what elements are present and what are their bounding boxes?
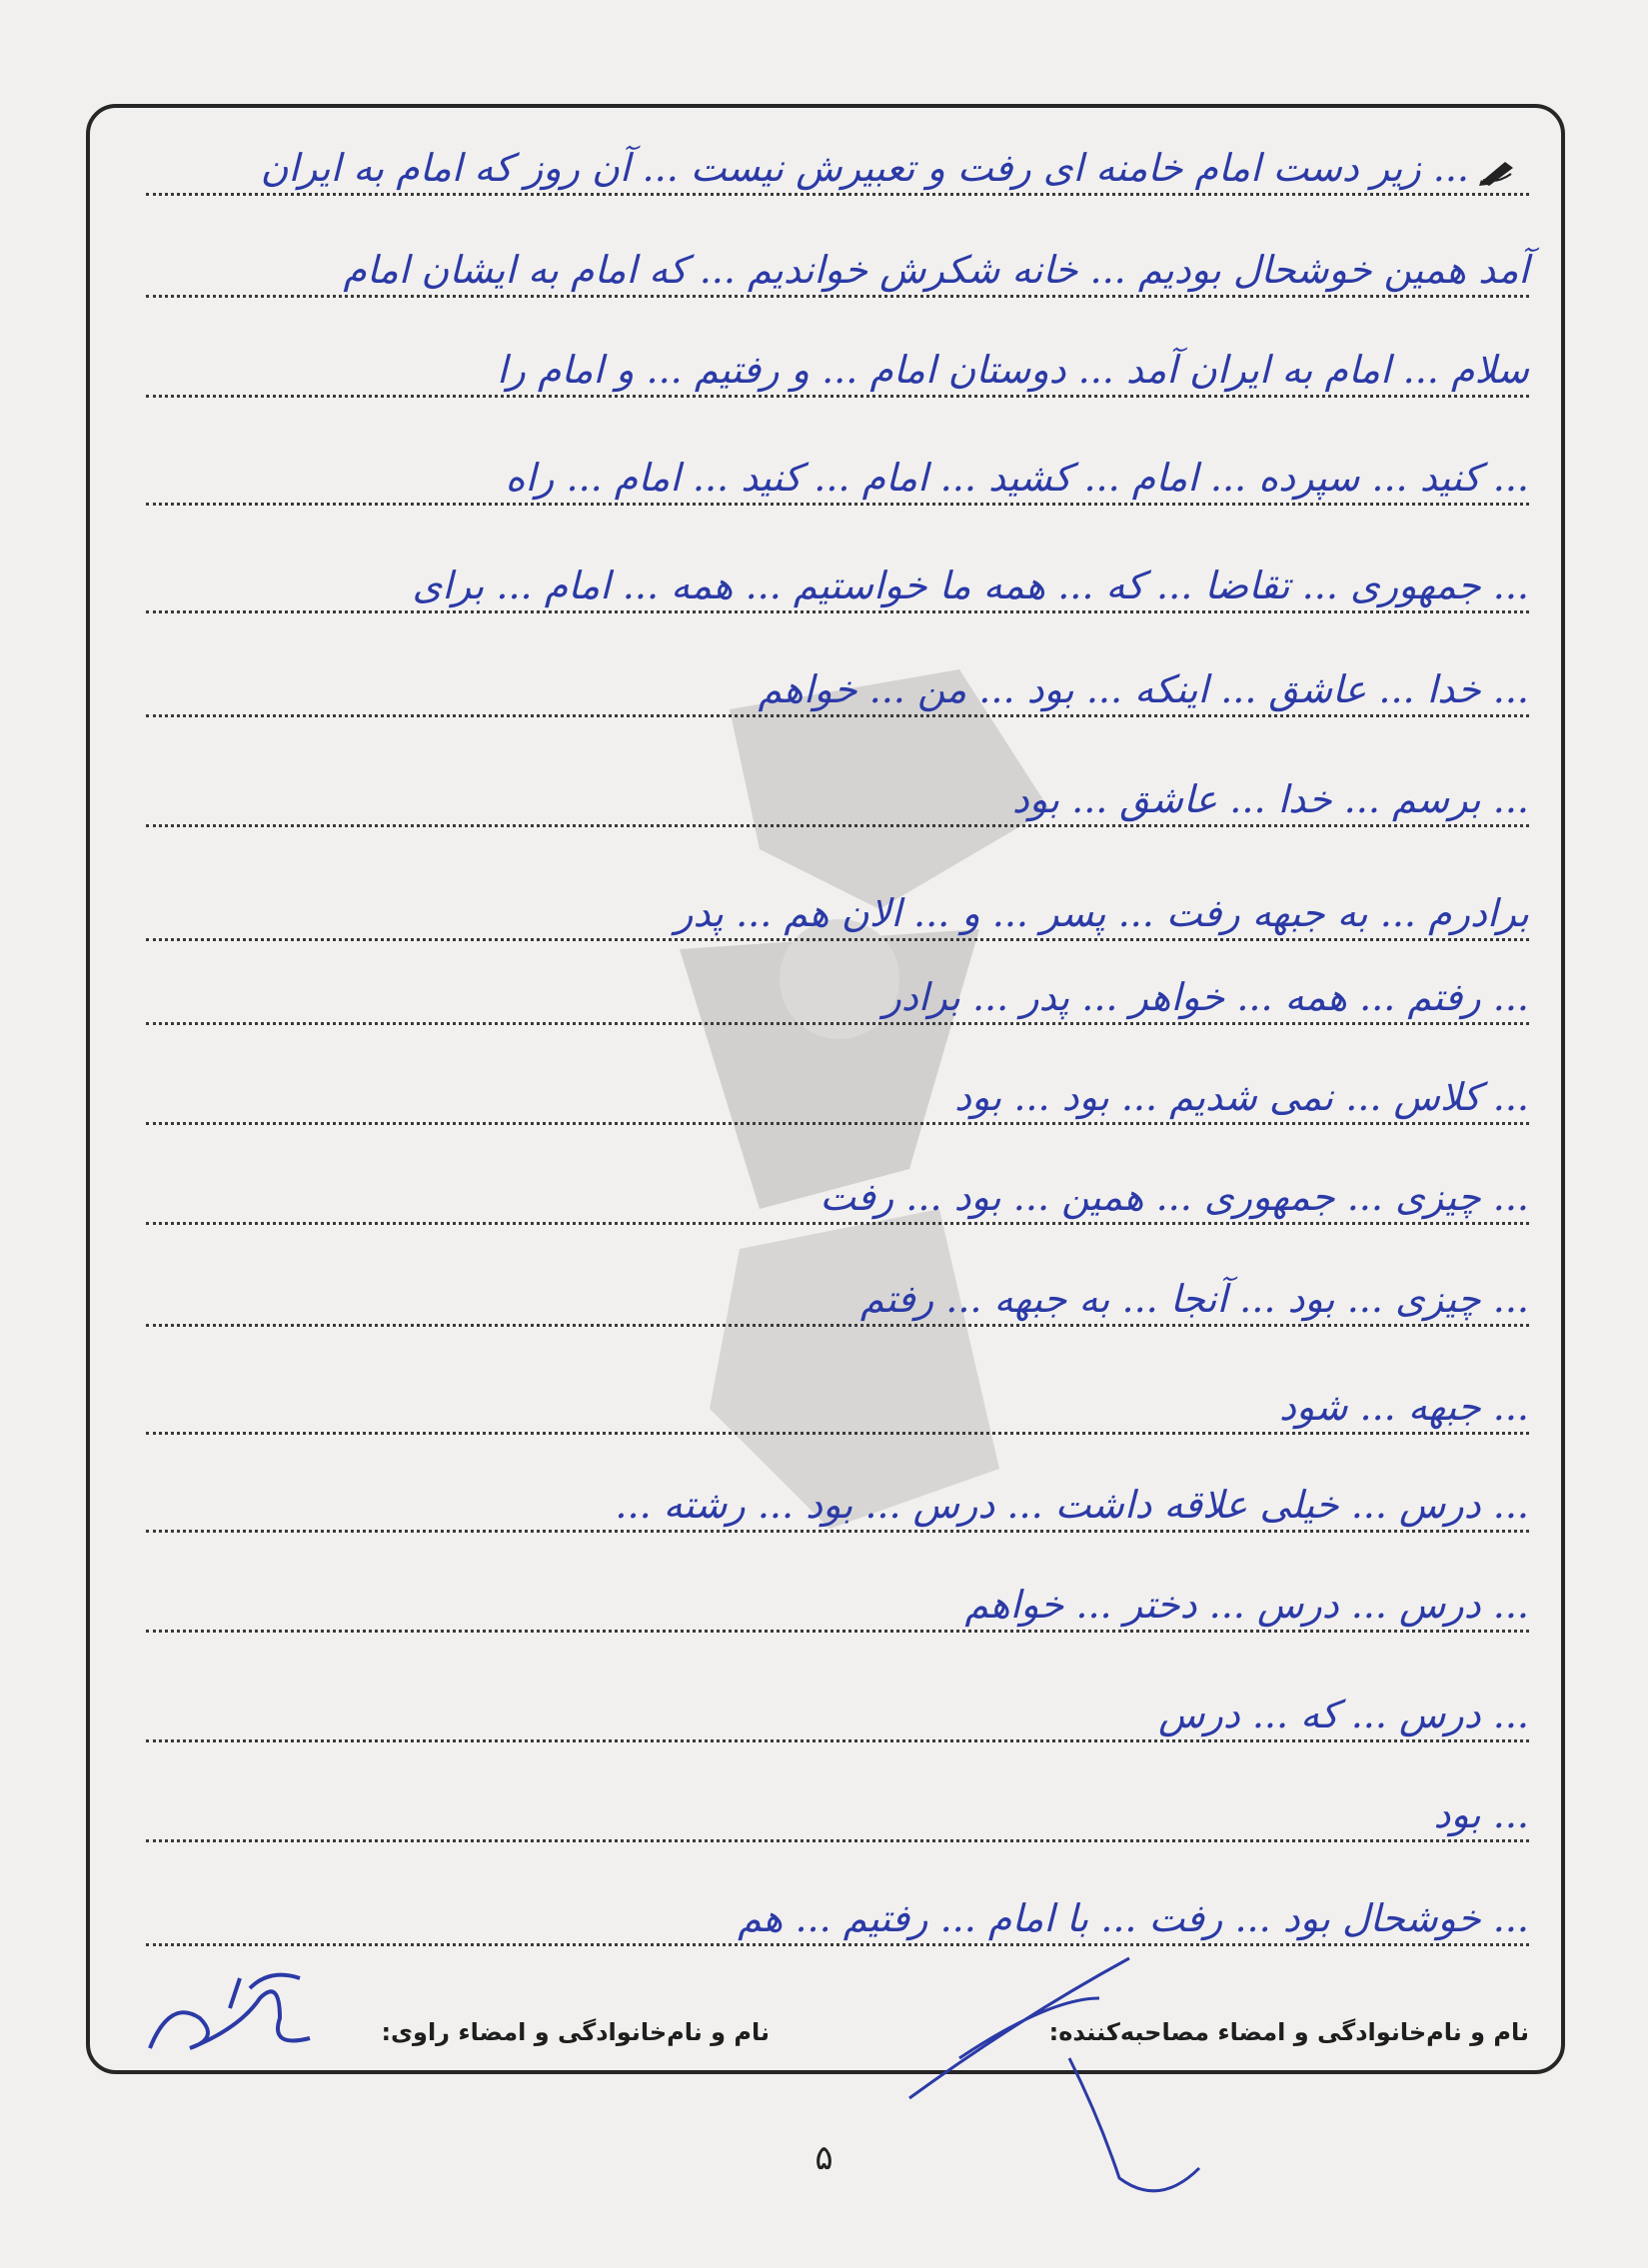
handwritten-text: ... بود bbox=[1433, 1792, 1529, 1836]
page-number: ۵ bbox=[815, 2138, 833, 2178]
handwritten-line bbox=[146, 340, 1529, 398]
handwritten-line bbox=[146, 1685, 1529, 1742]
handwritten-line bbox=[146, 1167, 1529, 1225]
handwritten-text: ... جبهه ... شود bbox=[1279, 1385, 1529, 1429]
handwritten-text: آمد همین خوشحال بودیم ... خانه شکرش خواندیم ... که امام به ایشان امام bbox=[343, 248, 1529, 292]
handwritten-text: برادرم ... به جبهه رفت ... پسر ... و ... الان هم ... پدر bbox=[675, 891, 1529, 935]
narrator-signature bbox=[130, 1958, 330, 2068]
handwritten-text: ... درس ... درس ... دختر ... خواهم bbox=[964, 1583, 1529, 1627]
handwritten-line bbox=[146, 1269, 1529, 1327]
handwritten-text: ... برسم ... خدا ... عاشق ... بود bbox=[1011, 777, 1529, 821]
interviewer-label: نام و نام‌خانوادگی و امضاء مصاحبه‌کننده: bbox=[1048, 2018, 1529, 2046]
narrator-label: نام و نام‌خانوادگی و امضاء راوی: bbox=[381, 2018, 770, 2046]
handwritten-line bbox=[146, 1377, 1529, 1435]
handwritten-line bbox=[146, 448, 1529, 506]
handwritten-line bbox=[146, 1888, 1529, 1946]
handwritten-text: ... کلاس ... نمی شدیم ... بود ... بود bbox=[954, 1075, 1529, 1119]
handwritten-line bbox=[146, 556, 1529, 613]
handwritten-text: ... چیزی ... بود ... آنجا ... به جبهه ... رفتم bbox=[859, 1277, 1529, 1321]
handwritten-line bbox=[146, 659, 1529, 717]
handwritten-text: ... درس ... خیلی علاقه داشت ... درس ... بود ... رشته ... bbox=[615, 1483, 1529, 1527]
handwritten-text: ... رفتم ... همه ... خواهر ... پدر ... برادر bbox=[882, 975, 1529, 1019]
handwritten-line bbox=[146, 1475, 1529, 1533]
handwritten-line bbox=[146, 883, 1529, 941]
handwritten-text: ... جمهوری ... تقاضا ... که ... همه ما خواستیم ... همه ... امام ... برای bbox=[412, 564, 1529, 607]
handwritten-text: ... زیر دست امام خامنه ای رفت و تعبیرش نیست ... آن روز که امام به ایران bbox=[260, 146, 1469, 190]
handwritten-text: ... درس ... که ... درس bbox=[1158, 1693, 1529, 1736]
handwritten-text: ... کنید ... سپرده ... امام ... کشید ... امام ... کنید ... امام ... راه bbox=[505, 456, 1529, 500]
handwritten-line bbox=[146, 1067, 1529, 1125]
handwritten-text: سلام ... امام به ایران آمد ... دوستان امام ... و رفتیم ... و امام را bbox=[496, 348, 1529, 392]
handwritten-line bbox=[146, 138, 1529, 196]
handwritten-line bbox=[146, 240, 1529, 298]
handwritten-line bbox=[146, 769, 1529, 827]
handwritten-text: ... خوشحال بود ... رفت ... با امام ... رفتیم ... هم bbox=[738, 1896, 1529, 1940]
handwritten-line bbox=[146, 967, 1529, 1025]
handwritten-text: ... خدا ... عاشق ... اینکه ... بود ... من ... خواهم bbox=[758, 667, 1529, 711]
handwritten-text: ... چیزی ... جمهوری ... همین ... بود ... رفت bbox=[820, 1175, 1529, 1219]
handwritten-line bbox=[146, 1575, 1529, 1633]
footer-labels bbox=[146, 2018, 1529, 2058]
handwritten-line bbox=[146, 1784, 1529, 1842]
